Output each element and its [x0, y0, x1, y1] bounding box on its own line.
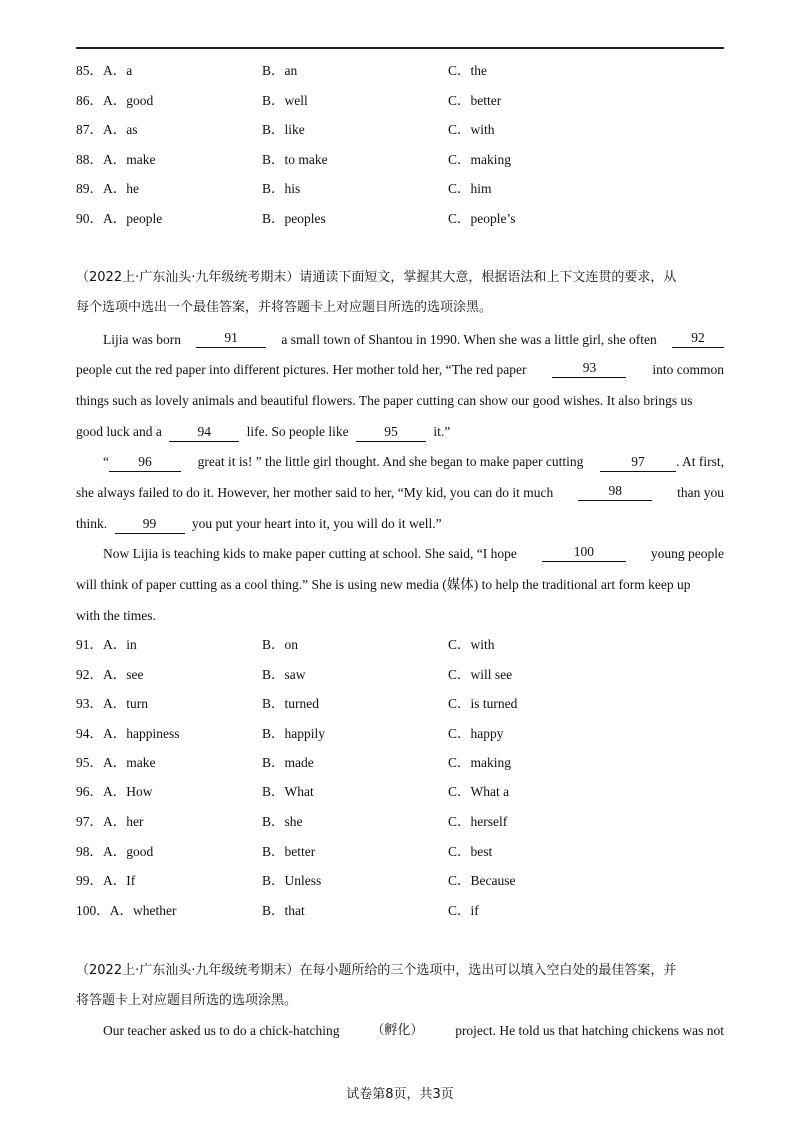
question-row: [76, 120, 724, 140]
passage-text: Our teacher asked us to do a chick-hatching: [103, 1023, 340, 1038]
option-a: 89．A．he: [76, 181, 139, 196]
option-b: B．well: [262, 93, 308, 108]
question-row: [76, 209, 724, 229]
option-c: C．happy: [448, 726, 504, 741]
option-c: C．with: [448, 122, 495, 137]
option-b: B．his: [262, 181, 301, 196]
passage-text: people cut the red paper into different pictures. Her mother told her, “The red paper: [76, 362, 527, 377]
option-b: B．on: [262, 637, 299, 652]
option-b: B．that: [262, 903, 305, 918]
option-c: C．people’s: [448, 211, 516, 226]
option-c: C．making: [448, 152, 511, 167]
option-a: 96．A．How: [76, 784, 153, 799]
option-b: B．like: [262, 122, 305, 137]
passage-text: great it is! ” the little girl thought. And she began to make paper cutting: [197, 454, 584, 469]
passage-line-4: [76, 422, 724, 442]
option-b: B．peoples: [262, 211, 326, 226]
option-a: 95．A．make: [76, 755, 156, 770]
passage-text: you put your heart into it, you will do it well.”: [191, 516, 442, 531]
passage-text: young people: [650, 546, 724, 561]
passage-text: it.”: [433, 424, 451, 439]
option-b: B．turned: [262, 696, 319, 711]
blank-99: 99: [115, 516, 185, 534]
option-c: C．better: [448, 93, 502, 108]
passage-text: . At first,: [675, 454, 724, 469]
option-b: B．an: [262, 63, 298, 78]
passage-line-5: [103, 452, 724, 472]
blank-93: 93: [552, 360, 626, 378]
passage-text: （孵化）: [371, 1023, 424, 1038]
passage-text: she always failed to do it. However, her mother said to her, “My kid, you can do it much: [76, 485, 554, 500]
passage-text: into common: [652, 362, 724, 377]
passage-text: good luck and a: [76, 424, 162, 439]
question-row: [76, 782, 724, 802]
blank-96: 96: [109, 454, 181, 472]
option-c: C．the: [448, 63, 487, 78]
passage-2-line-1: [103, 1021, 724, 1041]
option-c: C．him: [448, 181, 492, 196]
option-b: B．happily: [262, 726, 325, 741]
option-c: C．best: [448, 844, 493, 859]
option-a: 97．A．her: [76, 814, 144, 829]
option-a: 92．A．see: [76, 667, 144, 682]
option-c: C．herself: [448, 814, 508, 829]
header-rule: [76, 47, 724, 49]
passage-line-10: with the times.: [76, 608, 156, 623]
passage-line-1: [103, 330, 724, 350]
question-row: [76, 179, 724, 199]
question-row: [76, 901, 724, 921]
option-a: 91．A．in: [76, 637, 137, 652]
question-row: [76, 842, 724, 862]
passage-line-9: will think of paper cutting as a cool thing.” She is using new media (媒体) to help the traditional art form keep up: [76, 577, 691, 592]
option-a: 88．A．make: [76, 152, 156, 167]
passage-text: “: [103, 454, 109, 469]
question-row: [76, 61, 724, 81]
passage-line-7: [76, 514, 724, 534]
passage-text: think.: [76, 516, 108, 531]
passage-text: life. So people like: [246, 424, 349, 439]
option-a: 90．A．people: [76, 211, 163, 226]
passage-line-6: [76, 483, 724, 503]
instruction-2-line-2: 将答题卡上对应题目所选的选项涂黑。: [76, 993, 298, 1008]
option-a: 98．A．good: [76, 844, 154, 859]
option-c: C．Because: [448, 873, 516, 888]
option-b: B．saw: [262, 667, 306, 682]
passage-text: than you: [677, 485, 724, 500]
option-a: 93．A．turn: [76, 696, 148, 711]
instruction-2-line-1: （2022上·广东汕头·九年级统考期末）在每小题所给的三个选项中，选出可以填入空白处的最佳答案，并: [76, 963, 677, 978]
passage-text: Now Lijia is teaching kids to make paper cutting at school. She said, “I hope: [103, 546, 517, 561]
option-a: 85．A．a: [76, 63, 133, 78]
passage-text: a small town of Shantou in 1990. When she was a little girl, she often: [281, 332, 657, 347]
question-row: [76, 753, 724, 773]
option-a: 86．A．good: [76, 93, 154, 108]
option-a: 94．A．happiness: [76, 726, 180, 741]
option-a: 99．A．If: [76, 873, 136, 888]
question-row: [76, 871, 724, 891]
option-c: C．will see: [448, 667, 513, 682]
option-c: C．making: [448, 755, 511, 770]
question-row: [76, 150, 724, 170]
passage-text: Lijia was born: [103, 332, 181, 347]
instruction-1-line-2: 每个选项中选出一个最佳答案，并将答题卡上对应题目所选的选项涂黑。: [76, 300, 493, 315]
option-b: B．What: [262, 784, 314, 799]
question-row: [76, 635, 724, 655]
passage-text: project. He told us that hatching chickens was not: [455, 1023, 724, 1038]
question-row: [76, 665, 724, 685]
option-a: 87．A．as: [76, 122, 138, 137]
option-b: B．she: [262, 814, 303, 829]
question-row: [76, 724, 724, 744]
blank-94: 94: [169, 424, 239, 442]
option-c: C．with: [448, 637, 495, 652]
question-row: [76, 812, 724, 832]
option-c: C．What a: [448, 784, 510, 799]
option-b: B．better: [262, 844, 316, 859]
passage-line-2: [76, 360, 724, 380]
instruction-1-line-1: （2022上·广东汕头·九年级统考期末）请通读下面短文，掌握其大意，根据语法和上下文连贯的要求，从: [76, 270, 677, 285]
blank-100: 100: [542, 544, 626, 562]
option-a: 100．A．whether: [76, 903, 177, 918]
passage-line-3: things such as lovely animals and beautiful flowers. The paper cutting can show our good wishes. It also brings us: [76, 393, 693, 408]
page-footer: 试卷第8页，共3页: [346, 1087, 454, 1102]
passage-line-8: [103, 544, 724, 564]
option-c: C．if: [448, 903, 479, 918]
option-c: C．is turned: [448, 696, 518, 711]
question-row: [76, 91, 724, 111]
blank-91: 91: [196, 330, 266, 348]
blank-95: 95: [356, 424, 426, 442]
blank-98: 98: [578, 483, 652, 501]
option-b: B．made: [262, 755, 314, 770]
question-row: [76, 694, 724, 714]
blank-92: 92: [672, 330, 724, 348]
option-b: B．Unless: [262, 873, 322, 888]
blank-97: 97: [600, 454, 676, 472]
option-b: B．to make: [262, 152, 328, 167]
